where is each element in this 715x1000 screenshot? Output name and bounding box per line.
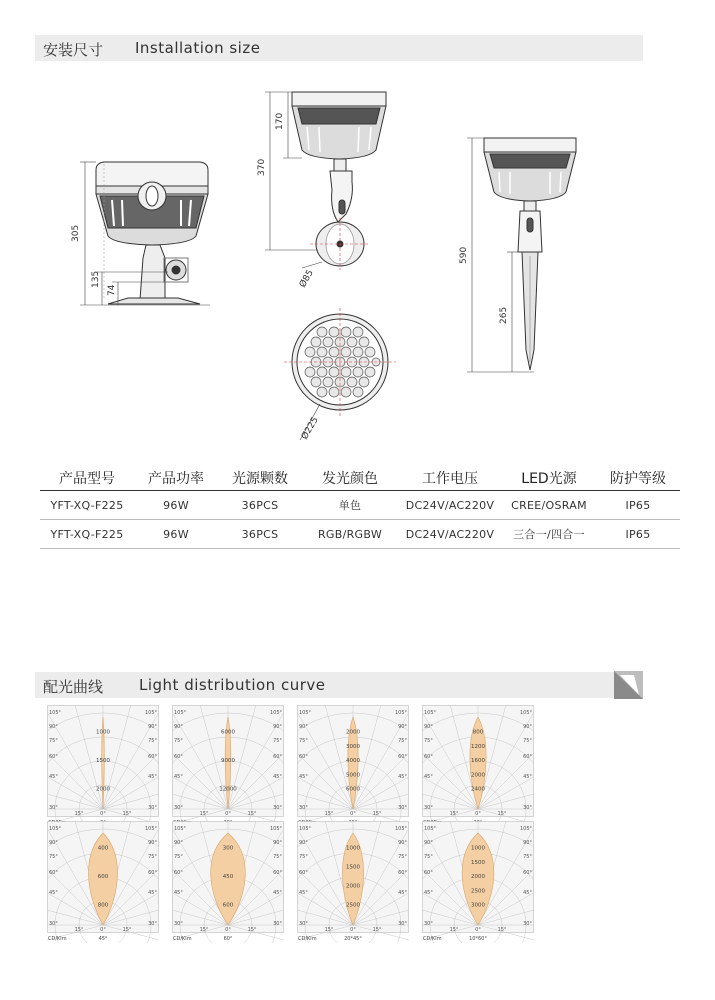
angle-label: 60° [174, 754, 183, 760]
angle-label: 45° [273, 774, 282, 780]
dim-base-height: 74 [107, 284, 117, 296]
angle-label: 45° [299, 890, 308, 896]
scale-value: 9000 [221, 758, 235, 765]
angle-label: 75° [299, 854, 308, 860]
header-led-source: LED光源 [502, 466, 596, 491]
side-view [292, 92, 386, 270]
polar-chart [47, 705, 159, 827]
unit-label: CD/Klm [173, 936, 192, 942]
cell-ip-rating: IP65 [596, 520, 680, 549]
angle-label: 15° [372, 927, 382, 933]
angle-label: 105° [394, 710, 407, 716]
scale-value: 2000 [471, 772, 485, 779]
angle-label: 90° [523, 724, 532, 730]
angle-label: 75° [523, 854, 532, 860]
angle-label: 45° [148, 890, 157, 896]
angle-label: 75° [299, 738, 308, 744]
scale-value: 5000 [346, 772, 360, 779]
header-power: 产品功率 [134, 466, 218, 491]
angle-label: 75° [424, 854, 433, 860]
scale-value: 6000 [221, 729, 235, 736]
scale-value: 1500 [471, 859, 485, 866]
scale-value: 2500 [471, 888, 485, 895]
cell-model: YFT-XQ-F225 [40, 520, 134, 549]
angle-label: 45° [523, 774, 532, 780]
angle-label: 75° [174, 738, 183, 744]
angle-label: 0° [350, 927, 356, 933]
angle-label: 45° [49, 774, 58, 780]
install-title-zh: 安装尺寸 [43, 41, 104, 59]
angle-label: 75° [424, 738, 433, 744]
dim-front-height: 305 [71, 224, 81, 242]
angle-label: 60° [523, 754, 532, 760]
polar-chart [297, 705, 409, 827]
angle-label: 45° [523, 890, 532, 896]
header-model: 产品型号 [40, 466, 134, 491]
angle-label: 75° [398, 738, 407, 744]
scale-value: 2000 [471, 874, 485, 881]
corner-logo [614, 671, 643, 699]
cell-power: 96W [134, 491, 218, 520]
scale-value: 2400 [471, 786, 485, 793]
angle-label: 90° [49, 724, 58, 730]
scale-value: 400 [97, 845, 109, 852]
beam-angle-label: 45° [98, 936, 108, 942]
scale-value: 450 [222, 874, 234, 881]
angle-label: 15° [449, 927, 459, 933]
angle-label: 90° [148, 724, 157, 730]
dim-side-diameter: Ø85 [297, 268, 316, 290]
angle-label: 60° [49, 754, 58, 760]
beam-angle-label: 10*60° [469, 936, 487, 942]
scale-value: 1500 [96, 758, 110, 765]
angle-label: 90° [174, 724, 183, 730]
angle-label: 60° [523, 870, 532, 876]
angle-label: 30° [398, 805, 407, 811]
beam-angle-label: 20*45° [344, 936, 362, 942]
angle-label: 30° [424, 921, 433, 927]
angle-label: 60° [299, 754, 308, 760]
scale-value: 1000 [346, 845, 360, 852]
dim-face-diameter: Ø225 [299, 415, 321, 442]
angle-label: 105° [394, 826, 407, 832]
angle-label: 45° [273, 890, 282, 896]
polar-chart [422, 705, 534, 827]
angle-label: 105° [424, 826, 437, 832]
angle-label: 30° [424, 805, 433, 811]
angle-label: 105° [144, 826, 157, 832]
scale-value: 800 [97, 902, 109, 909]
angle-label: 75° [49, 738, 58, 744]
angle-label: 45° [398, 774, 407, 780]
dim-side-head: 170 [275, 112, 285, 130]
polar-chart [297, 821, 409, 943]
cell-led-count: 36PCS [218, 491, 302, 520]
angle-label: 0° [225, 927, 231, 933]
angle-label: 90° [424, 724, 433, 730]
angle-label: 45° [148, 774, 157, 780]
cell-ip-rating: IP65 [596, 491, 680, 520]
angle-label: 75° [273, 738, 282, 744]
header-led-count: 光源颗数 [218, 466, 302, 491]
angle-label: 15° [199, 811, 209, 817]
angle-label: 15° [372, 811, 382, 817]
angle-label: 45° [174, 890, 183, 896]
angle-label: 0° [475, 811, 481, 817]
angle-label: 0° [350, 811, 356, 817]
angle-label: 30° [49, 805, 58, 811]
angle-label: 60° [148, 870, 157, 876]
angle-label: 15° [74, 927, 84, 933]
angle-label: 30° [523, 805, 532, 811]
angle-label: 105° [519, 826, 532, 832]
angle-label: 90° [398, 724, 407, 730]
polar-chart [172, 705, 284, 827]
polar-chart [172, 821, 284, 943]
header-ip-rating: 防护等级 [596, 466, 680, 491]
cell-led-source: 三合一/四合一 [502, 520, 596, 549]
installation-drawing [0, 70, 715, 450]
scale-value: 1000 [471, 845, 485, 852]
angle-label: 30° [299, 921, 308, 927]
unit-label: CD/Klm [48, 936, 67, 942]
table-row [40, 491, 680, 520]
dim-side-total: 370 [257, 158, 267, 176]
angle-label: 90° [148, 840, 157, 846]
front-view [96, 162, 208, 304]
angle-label: 30° [49, 921, 58, 927]
scale-value: 1600 [471, 758, 485, 765]
angle-label: 90° [398, 840, 407, 846]
angle-label: 0° [100, 927, 106, 933]
angle-label: 15° [199, 927, 209, 933]
header-color: 发光颜色 [302, 466, 398, 491]
scale-value: 3000 [471, 902, 485, 909]
angle-label: 30° [299, 805, 308, 811]
angle-label: 30° [273, 805, 282, 811]
cell-model: YFT-XQ-F225 [40, 491, 134, 520]
angle-label: 105° [299, 826, 312, 832]
angle-label: 30° [174, 805, 183, 811]
light-section-header [35, 672, 643, 698]
angle-label: 15° [324, 811, 334, 817]
beam-angle-label: 60° [223, 936, 233, 942]
angle-label: 30° [148, 921, 157, 927]
angle-label: 105° [49, 710, 62, 716]
angle-label: 45° [49, 890, 58, 896]
spec-table [40, 466, 680, 549]
angle-label: 60° [398, 870, 407, 876]
install-section-header [35, 35, 643, 61]
angle-label: 60° [424, 870, 433, 876]
angle-label: 45° [424, 890, 433, 896]
install-title-en: Installation size [135, 39, 261, 57]
angle-label: 45° [398, 890, 407, 896]
polar-chart [47, 821, 159, 943]
scale-value: 1200 [471, 743, 485, 750]
angle-label: 15° [122, 927, 132, 933]
angle-label: 75° [174, 854, 183, 860]
angle-label: 60° [273, 870, 282, 876]
angle-label: 105° [299, 710, 312, 716]
scale-value: 6000 [346, 786, 360, 793]
scale-value: 1000 [96, 729, 110, 736]
angle-label: 90° [174, 840, 183, 846]
scale-value: 12000 [219, 786, 237, 793]
light-title-en: Light distribution curve [139, 676, 326, 694]
scale-value: 2000 [346, 729, 360, 736]
angle-label: 75° [273, 854, 282, 860]
angle-label: 30° [398, 921, 407, 927]
scale-value: 3000 [346, 743, 360, 750]
angle-label: 75° [398, 854, 407, 860]
cell-voltage: DC24V/AC220V [398, 491, 502, 520]
angle-label: 15° [497, 927, 507, 933]
angle-label: 90° [273, 724, 282, 730]
scale-value: 2000 [96, 786, 110, 793]
light-title-zh: 配光曲线 [43, 678, 104, 696]
angle-label: 75° [148, 738, 157, 744]
angle-label: 105° [519, 710, 532, 716]
angle-label: 105° [269, 826, 282, 832]
angle-label: 90° [49, 840, 58, 846]
angle-label: 60° [174, 870, 183, 876]
angle-label: 60° [398, 754, 407, 760]
cell-led-source: CREE/OSRAM [502, 491, 596, 520]
table-row [40, 520, 680, 549]
angle-label: 105° [174, 826, 187, 832]
angle-label: 75° [523, 738, 532, 744]
dim-spike-total: 590 [459, 246, 469, 264]
angle-label: 45° [174, 774, 183, 780]
polar-chart [422, 821, 534, 943]
angle-label: 45° [424, 774, 433, 780]
angle-label: 0° [100, 811, 106, 817]
unit-label: CD/Klm [423, 936, 442, 942]
angle-label: 15° [449, 811, 459, 817]
cell-power: 96W [134, 520, 218, 549]
scale-value: 2000 [346, 883, 360, 890]
angle-label: 90° [523, 840, 532, 846]
angle-label: 30° [523, 921, 532, 927]
angle-label: 105° [144, 710, 157, 716]
cell-led-count: 36PCS [218, 520, 302, 549]
scale-value: 600 [222, 902, 234, 909]
angle-label: 60° [148, 754, 157, 760]
scale-value: 2500 [346, 902, 360, 909]
angle-label: 105° [49, 826, 62, 832]
scale-value: 600 [97, 874, 109, 881]
angle-label: 30° [273, 921, 282, 927]
spec-header-row [40, 466, 680, 491]
spike-view [484, 138, 576, 370]
scale-value: 4000 [346, 758, 360, 765]
angle-label: 75° [148, 854, 157, 860]
angle-label: 30° [174, 921, 183, 927]
angle-label: 15° [74, 811, 84, 817]
angle-label: 15° [247, 927, 257, 933]
angle-label: 90° [273, 840, 282, 846]
angle-label: 60° [49, 870, 58, 876]
dim-bracket-height: 135 [91, 270, 101, 288]
angle-label: 30° [148, 805, 157, 811]
face-view [284, 308, 396, 440]
scale-value: 300 [222, 845, 234, 852]
dim-spike-length: 265 [499, 306, 509, 324]
angle-label: 60° [299, 870, 308, 876]
angle-label: 105° [174, 710, 187, 716]
angle-label: 0° [225, 811, 231, 817]
angle-label: 60° [424, 754, 433, 760]
scale-value: 1500 [346, 864, 360, 871]
cell-color: RGB/RGBW [302, 520, 398, 549]
angle-label: 45° [299, 774, 308, 780]
unit-label: CD/Klm [298, 936, 317, 942]
angle-label: 90° [424, 840, 433, 846]
angle-label: 90° [299, 840, 308, 846]
angle-label: 105° [269, 710, 282, 716]
angle-label: 15° [122, 811, 132, 817]
angle-label: 15° [497, 811, 507, 817]
cell-voltage: DC24V/AC220V [398, 520, 502, 549]
angle-label: 105° [424, 710, 437, 716]
angle-label: 75° [49, 854, 58, 860]
angle-label: 0° [475, 927, 481, 933]
header-voltage: 工作电压 [398, 466, 502, 491]
angle-label: 60° [273, 754, 282, 760]
angle-label: 15° [324, 927, 334, 933]
scale-value: 800 [472, 729, 484, 736]
cell-color: 单色 [302, 491, 398, 520]
angle-label: 15° [247, 811, 257, 817]
angle-label: 90° [299, 724, 308, 730]
